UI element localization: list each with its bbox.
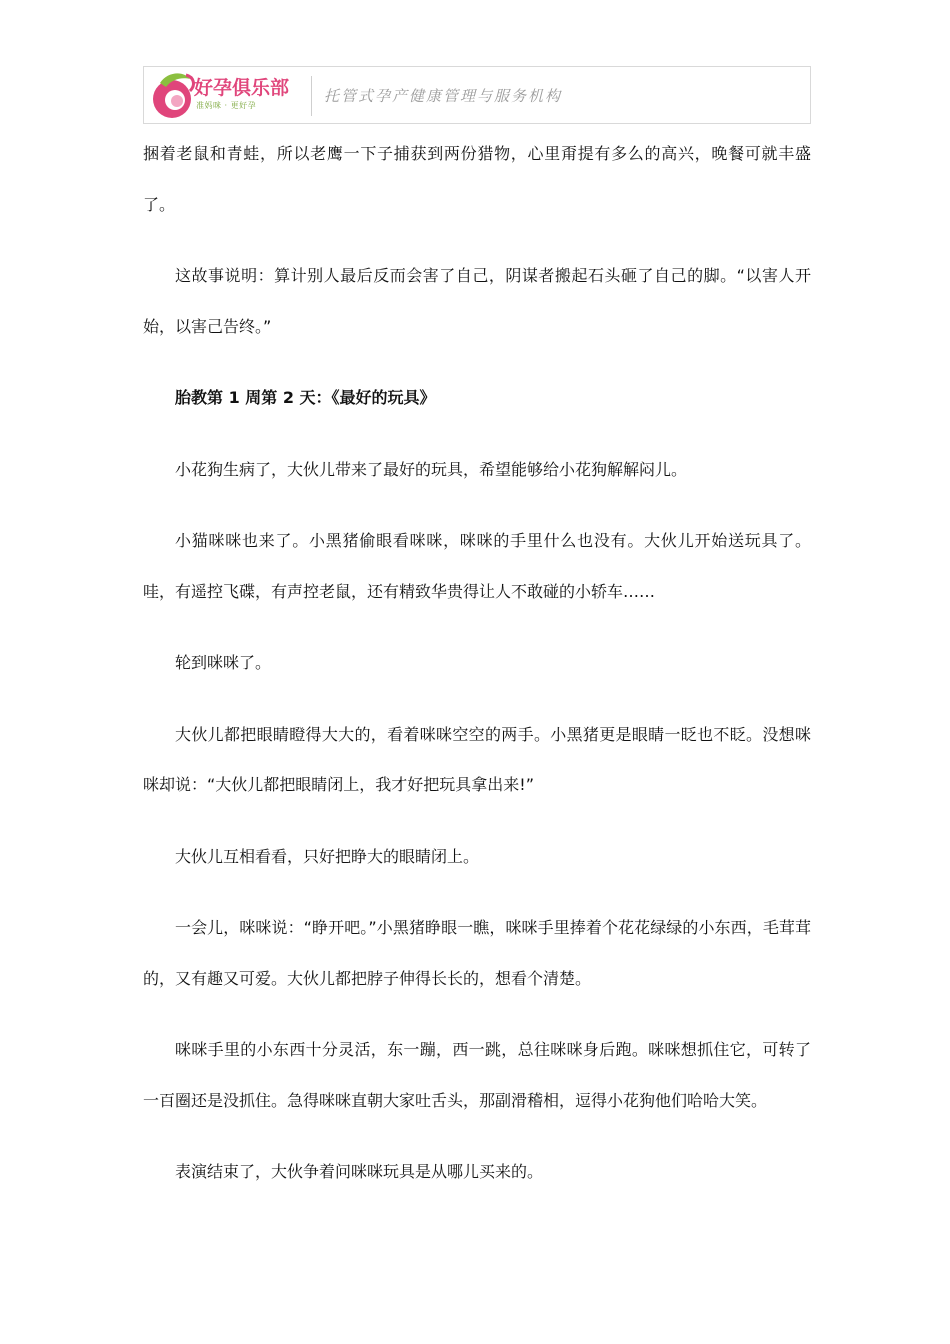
- article-body: [143, 129, 811, 1198]
- paragraph: 咪咪手里的小东西十分灵活，东一蹦，西一跳，总往咪咪身后跑。咪咪想抓住它，可转了一百圈还是没抓住。急得咪咪直朝大家吐舌头，那副滑稽相，逗得小花狗他们哈哈大笑。: [143, 1040, 811, 1110]
- paragraph: 小猫咪咪也来了。小黑猪偷眼看咪咪，咪咪的手里什么也没有。大伙儿开始送玩具了。哇，有遥控飞碟，有声控老鼠，还有精致华贵得让人不敢碰的小轿车……: [143, 531, 811, 601]
- brand-name: 好孕俱乐部: [194, 77, 290, 99]
- paragraph: 一会儿，咪咪说：“睁开吧。”小黑猪睁眼一瞧，咪咪手里捧着个花花绿绿的小东西，毛茸茸的，又有趣又可爱。大伙儿都把脖子伸得长长的，想看个清楚。: [143, 918, 811, 988]
- paragraph: 捆着老鼠和青蛙，所以老鹰一下子捕获到两份猎物，心里甭提有多么的高兴，晚餐可就丰盛了。: [143, 144, 811, 214]
- paragraph: 表演结束了，大伙争着问咪咪玩具是从哪儿买来的。: [175, 1162, 544, 1181]
- paragraph: 小花狗生病了，大伙儿带来了最好的玩具，希望能够给小花狗解解闷儿。: [175, 459, 688, 479]
- page-header: [143, 66, 811, 124]
- paragraph: 这故事说明：算计别人最后反而会害了自己，阴谋者搬起石头砸了自己的脚。“以害人开始，以害己告终。”: [143, 266, 811, 336]
- brand-tagline: 准妈咪 · 更好孕: [196, 101, 257, 110]
- header-slogan: 托管式孕产健康管理与服务机构: [324, 87, 563, 105]
- section-heading: 胎教第 1 周第 2 天：《最好的玩具》: [175, 388, 436, 407]
- paragraph: 大伙儿互相看看，只好把睁大的眼睛闭上。: [175, 846, 480, 866]
- paragraph: 轮到咪咪了。: [175, 653, 272, 672]
- header-divider: [311, 76, 312, 116]
- paragraph: 大伙儿都把眼睛瞪得大大的，看着咪咪空空的两手。小黑猪更是眼睛一眨也不眨。没想咪咪却说：“大伙儿都把眼睛闭上，我才好把玩具拿出来!”: [143, 724, 811, 794]
